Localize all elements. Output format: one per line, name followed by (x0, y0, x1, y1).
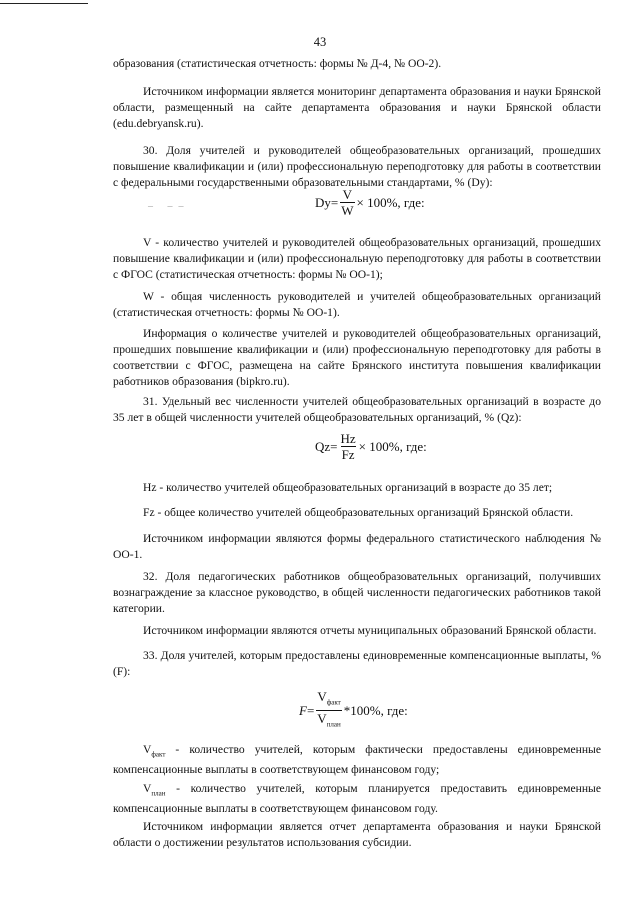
formula-fraction (340, 188, 354, 218)
formula-denominator: $V_{план}$ (316, 710, 341, 733)
paragraph: V - количество учителей и руководителей общеобразовательных организаций, прошедших повышение квалификации и (или) профессиональную переподготовку для работы в соответствии с ФГОС (статистическая отчетность: формы № ОО-1); (113, 236, 601, 281)
var-v-fakt: $V_{факт}$ (143, 743, 166, 759)
paragraph: 30. Доля учителей и руководителей общеобразовательных организаций, прошедших повышение квалификации и (или) профессиональную переподготовку для работы в соответствии с федеральными государственными образовательными стандартами, % (Dy): (113, 144, 601, 189)
formula-numerator: Hz (340, 431, 356, 446)
formula-rhs: × 100%, где: (356, 195, 425, 210)
paragraph: Источником информации является мониторинг департамента образования и науки Брянской области, размещенный на сайте департамента образования и науки Брянской области (edu.debryansk.ru). (113, 85, 601, 130)
formula-f (299, 690, 408, 732)
paragraph: 33. Доля учителей, которым предоставлены единовременные компенсационные выплаты, % (F): (113, 649, 601, 678)
formula-qz (315, 432, 427, 462)
formula-lhs: F (299, 703, 307, 719)
var-v-plan: $V_{план}$ (143, 782, 166, 798)
formula-rhs: × 100%, где: (358, 439, 427, 454)
page-number: 43 (313, 35, 327, 49)
paragraph: Источником информации является отчет департамента образования и науки Брянской области о достижении результатов использования субсидии. (113, 820, 601, 849)
formula-numerator: V (342, 187, 353, 202)
formula-numerator: $V_{факт}$ (317, 689, 341, 707)
formula-dy (315, 188, 425, 218)
paragraph: Hz - количество учителей общеобразовательных организаций в возрасте до 35 лет; (143, 481, 553, 494)
paragraph-v-fakt: $V_{факт}$ - количество учителей, которым фактически предоставлены единовременные компенсационные выплаты в соответствующем финансовом году; (113, 743, 601, 777)
formula-rhs: *100%, где: (343, 703, 408, 719)
formula-denominator: W (341, 203, 354, 218)
formula-equals: = (306, 703, 315, 719)
paragraph: 31. Удельный вес численности учителей общеобразовательных организаций в возрасте до 35 лет в общей численности учителей общеобразовательных организаций, % (Qz): (113, 395, 601, 424)
formula-lhs: Qz= (315, 439, 338, 454)
formula-lhs: Dy= (315, 195, 339, 210)
paragraph: образования (статистическая отчетность: формы № Д-4, № ОО-2). (113, 57, 442, 70)
paragraph: Источником информации являются формы федерального статистического наблюдения № ОО-1. (113, 532, 601, 561)
paragraph: Fz - общее количество учителей общеобразовательных организаций Брянской области. (143, 506, 574, 519)
header-rule (0, 3, 88, 4)
formula-fraction (316, 690, 341, 732)
paragraph: Информация о количестве учителей и руководителей общеобразовательных организаций, прошедших повышение квалификации и (или) профессиональную переподготовку для работы в соответствии с ФГОС, размещена на сайте Брянского института повышения квалификации работников образования (bipkro.ru). (113, 327, 601, 388)
formula-fraction (340, 432, 357, 462)
paragraph-v-plan: $V_{план}$ - количество учителей, которым планируется предоставить единовременные компенсационные выплаты в соответствующем финансовом году. (113, 782, 601, 816)
formula-denominator: Fz (341, 447, 355, 462)
paragraph: 32. Доля педагогических работников общеобразовательных организаций, получивших вознаграждение за классное руководство, в общей численности педагогических работников такой категории. (113, 570, 601, 615)
paragraph: Источником информации являются отчеты муниципальных образований Брянской области. (143, 624, 597, 637)
paragraph: W - общая численность руководителей и учителей общеобразовательных организаций (статистическая отчетность: формы № ОО-1). (113, 290, 601, 319)
scan-mark: – –– (148, 201, 190, 212)
